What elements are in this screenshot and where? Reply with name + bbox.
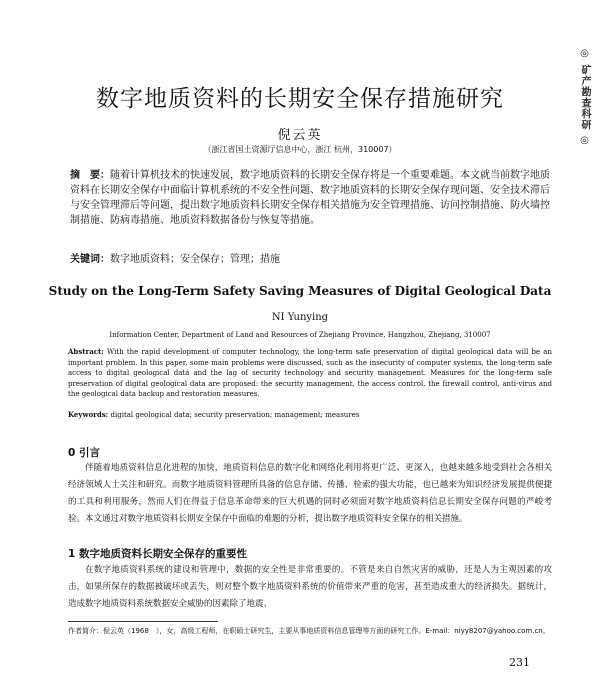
keywords-zh-text: 数字地质资料；安全保存；管理；措施 [110, 254, 280, 265]
keywords-zh [70, 250, 550, 265]
journal-side-label: ◎ 矿产勘查科研 ◎ [579, 48, 590, 147]
affiliation-en: Information Center, Department of Land and Resources of Zhejiang Province, Hangzhou, Zhejiang, 310007 [109, 331, 491, 339]
affiliation-zh: （浙江省国土资源厅信息中心，浙江 杭州，310007） [203, 145, 397, 154]
abstract-zh-label: 摘 要： [70, 170, 110, 181]
section-paragraph-importance: 在数字地质资料系统的建设和管理中，数据的安全性是非常重要的。不管是来自自然灾害的威胁，还是人为主观因素的攻击，如果所保存的数据被破坏或丢失，则对整个数字地质资料系统的价值带来严重的危害，甚至造成重大的经济损失。据统计，造成数字地质资料系统数据安全威胁的因素除了地震、 [68, 565, 552, 609]
author-footnote: 作者简介：倪云英（1968 ），女，高级工程师，在职硕士研究生，主要从事地质资料信息管理等方面的研究工作。E-mail：niyy8207@yahoo.com.cn。 [68, 627, 550, 635]
section-paragraph-introduction: 伴随着地质资料信息化进程的加快，地质资料信息的数字化和网络化利用将更广泛、更深入，也越来越多地受到社会各相关经济领域人士关注和研究。而数字地质资料管理所具备的信息存储、传播、检索的强大功能，也已越来为知识经济发展提供便捷的工具和利用服务，然而人们在得益于信息革命带来的巨大机遇的同时必须面对数字地质资料信息长期安全保存问题的严峻考验。本文通过对数字地质资料长期安全保存中面临的难题的分析，提出数字地质资料安全保存的相关措施。 [68, 463, 552, 524]
section-heading-introduction: 0 引言 [68, 447, 100, 459]
keywords-zh-label: 关键词： [70, 254, 110, 265]
abstract-en-label: Abstract: [68, 347, 104, 356]
abstract-zh-text: 随着计算机技术的快速发展，数字地质资料的长期安全保存将是一个重要难题。本文就当前数字地质资料在长期安全保存中面临计算机系统的不安全性问题、数字地质资料的长期安全保存现问题、安全技术滞后与安全管理滞后等问题，提出数字地质资料长期安全保存相关措施为安全管理措施、访问控制措施、防火墙控制措施、防病毒措施、地质资料数据备份与恢复等措施。 [70, 170, 550, 226]
title-en: Study on the Long-Term Safety Saving Measures of Digital Geological Data [48, 284, 552, 298]
author-zh: 倪云英 [277, 128, 323, 143]
page-number: 231 [509, 656, 530, 669]
keywords-en-text: digital geological data; security preservation; management; measures [110, 411, 360, 419]
abstract-zh [70, 168, 550, 228]
keywords-en-label: Keywords: [68, 410, 109, 419]
abstract-en [68, 347, 552, 400]
author-en: NI Yunying [271, 312, 329, 323]
title-zh: 数字地质资料的长期安全保存措施研究 [96, 86, 504, 112]
footnote-divider [68, 621, 218, 622]
abstract-en-text: With the rapid development of computer technology, the long-term safe preservation of digital geological data will be an important problem. In this paper, some main problems were discussed, such as the insecurity of computer systems, the long-term safe access to digital geological data and the lag of security technology and security management. Measures for the long-term safe preservation of digital geological data are proposed: the security management, the access control, the firewall control, anti-virus and the geological data backup and restoration measures. [68, 348, 552, 398]
keywords-en [68, 410, 552, 419]
section-heading-importance: 1 数字地质资料长期安全保存的重要性 [68, 548, 247, 560]
